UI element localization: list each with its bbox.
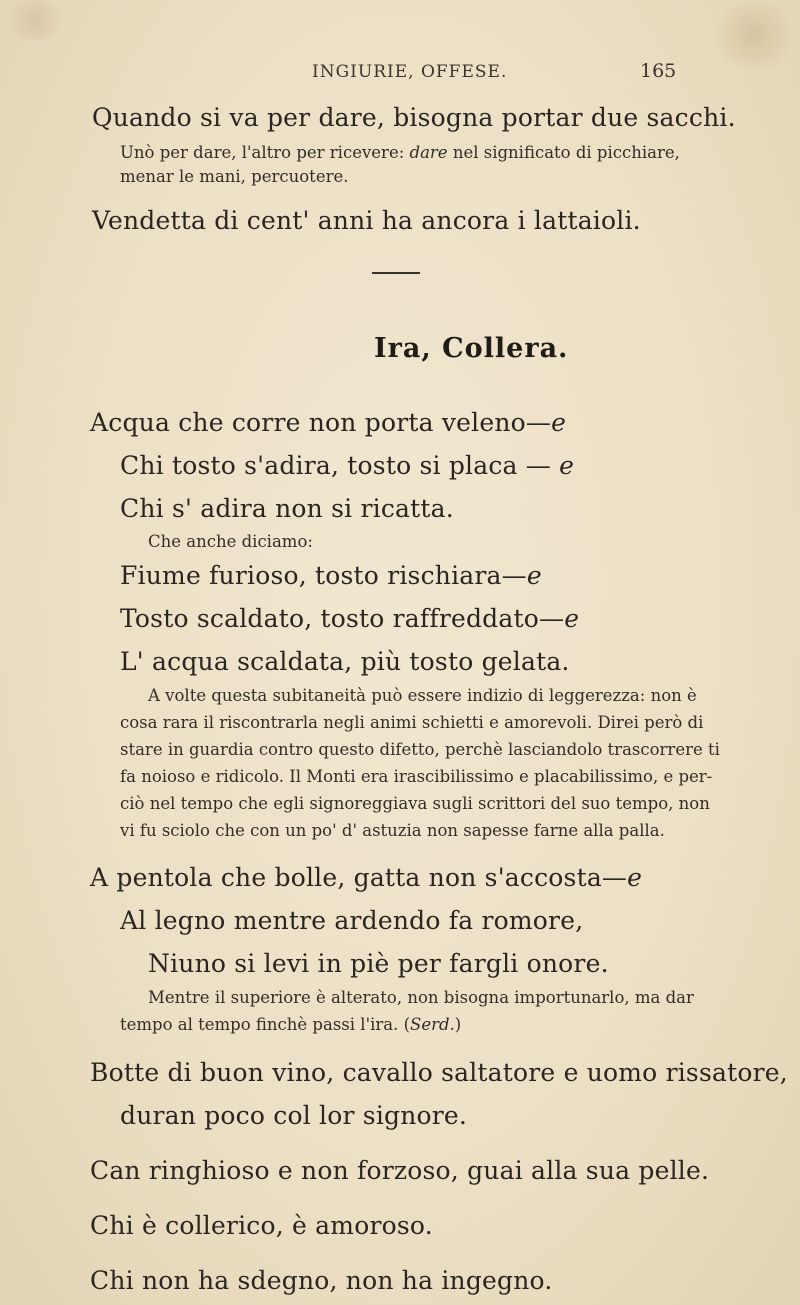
note-line [120,143,680,162]
proverb-italic-e: e [627,863,643,892]
proverb-line: L' acqua scaldata, più tosto gelata. [120,647,570,676]
note-italic: dare [409,143,448,162]
proverb-italic-e: e [526,561,542,590]
paper-stain-top-right [708,0,800,70]
proverb-line: Botte di buon vino, cavallo saltatore e uomo rissatore, [90,1058,788,1087]
note-text: ) [454,1015,462,1034]
commentary-line: ciò nel tempo che egli signoreggiava sugli scrittori del suo tempo, non [120,794,710,813]
proverb-text: A pentola che bolle, gatta non s'accosta— [90,863,628,892]
proverb-text: Tosto scaldato, tosto raffreddato— [120,604,565,633]
note-line [120,1015,461,1034]
proverb-line [90,863,642,892]
proverb-line: Chi non ha sdegno, non ha ingegno. [90,1266,553,1295]
proverb-italic-e: e [551,408,567,437]
note-text: nel significato di picchiare, [447,143,680,162]
intro-line: Che anche diciamo: [148,532,313,551]
commentary-line: fa noioso e ridicolo. Il Monti era irascibilissimo e placabilissimo, e per- [120,767,713,786]
proverb-line: Quando si va per dare, bisogna portar due sacchi. [92,103,736,132]
proverb-line: Vendetta di cent' anni ha ancora i lattaioli. [92,206,641,235]
proverb-italic-e: e [559,451,575,480]
proverb-line [120,561,542,590]
proverb-line [120,451,574,480]
running-title: INGIURIE, OFFESE. [312,62,508,82]
page-number: 165 [640,60,677,82]
proverb-line: Al legno mentre ardendo fa romore, [120,906,584,935]
proverb-line [120,604,579,633]
proverb-text: Fiume furioso, tosto rischiara— [120,561,527,590]
note-text: Unò per dare, l'altro per ricevere: [120,143,410,162]
proverb-italic-e: e [564,604,580,633]
note-italic: Serd. [410,1015,455,1034]
proverb-line: Niuno si levi in piè per fargli onore. [148,949,609,978]
paper-stain-top-left [0,0,70,40]
proverb-line [90,408,566,437]
note-line: menar le mani, percuotere. [120,167,349,186]
commentary-line: A volte questa subitaneità può essere indizio di leggerezza: non è [148,686,697,705]
proverb-line: Chi s' adira non si ricatta. [120,494,454,523]
note-text: tempo al tempo finchè passi l'ira. ( [120,1015,411,1034]
commentary-line: vi fu sciolo che con un po' d' astuzia non sapesse farne alla palla. [120,821,665,840]
proverb-line: Chi è collerico, è amoroso. [90,1211,433,1240]
proverb-line: Can ringhioso e non forzoso, guai alla sua pelle. [90,1156,710,1185]
commentary-line: cosa rara il riscontrarla negli animi schietti e amorevoli. Direi però di [120,713,704,732]
page-header [0,62,800,86]
note-line: Mentre il superiore è alterato, non bisogna importunarlo, ma dar [148,988,694,1007]
proverb-text: Acqua che corre non porta veleno— [90,408,552,437]
proverb-text: Chi tosto s'adira, tosto si placa — [120,451,560,480]
section-title: Ira, Collera. [374,333,569,364]
proverb-line: duran poco col lor signore. [120,1101,468,1130]
section-divider [372,272,420,274]
commentary-line: stare in guardia contro questo difetto, perchè lasciandolo trascorrere ti [120,740,720,759]
